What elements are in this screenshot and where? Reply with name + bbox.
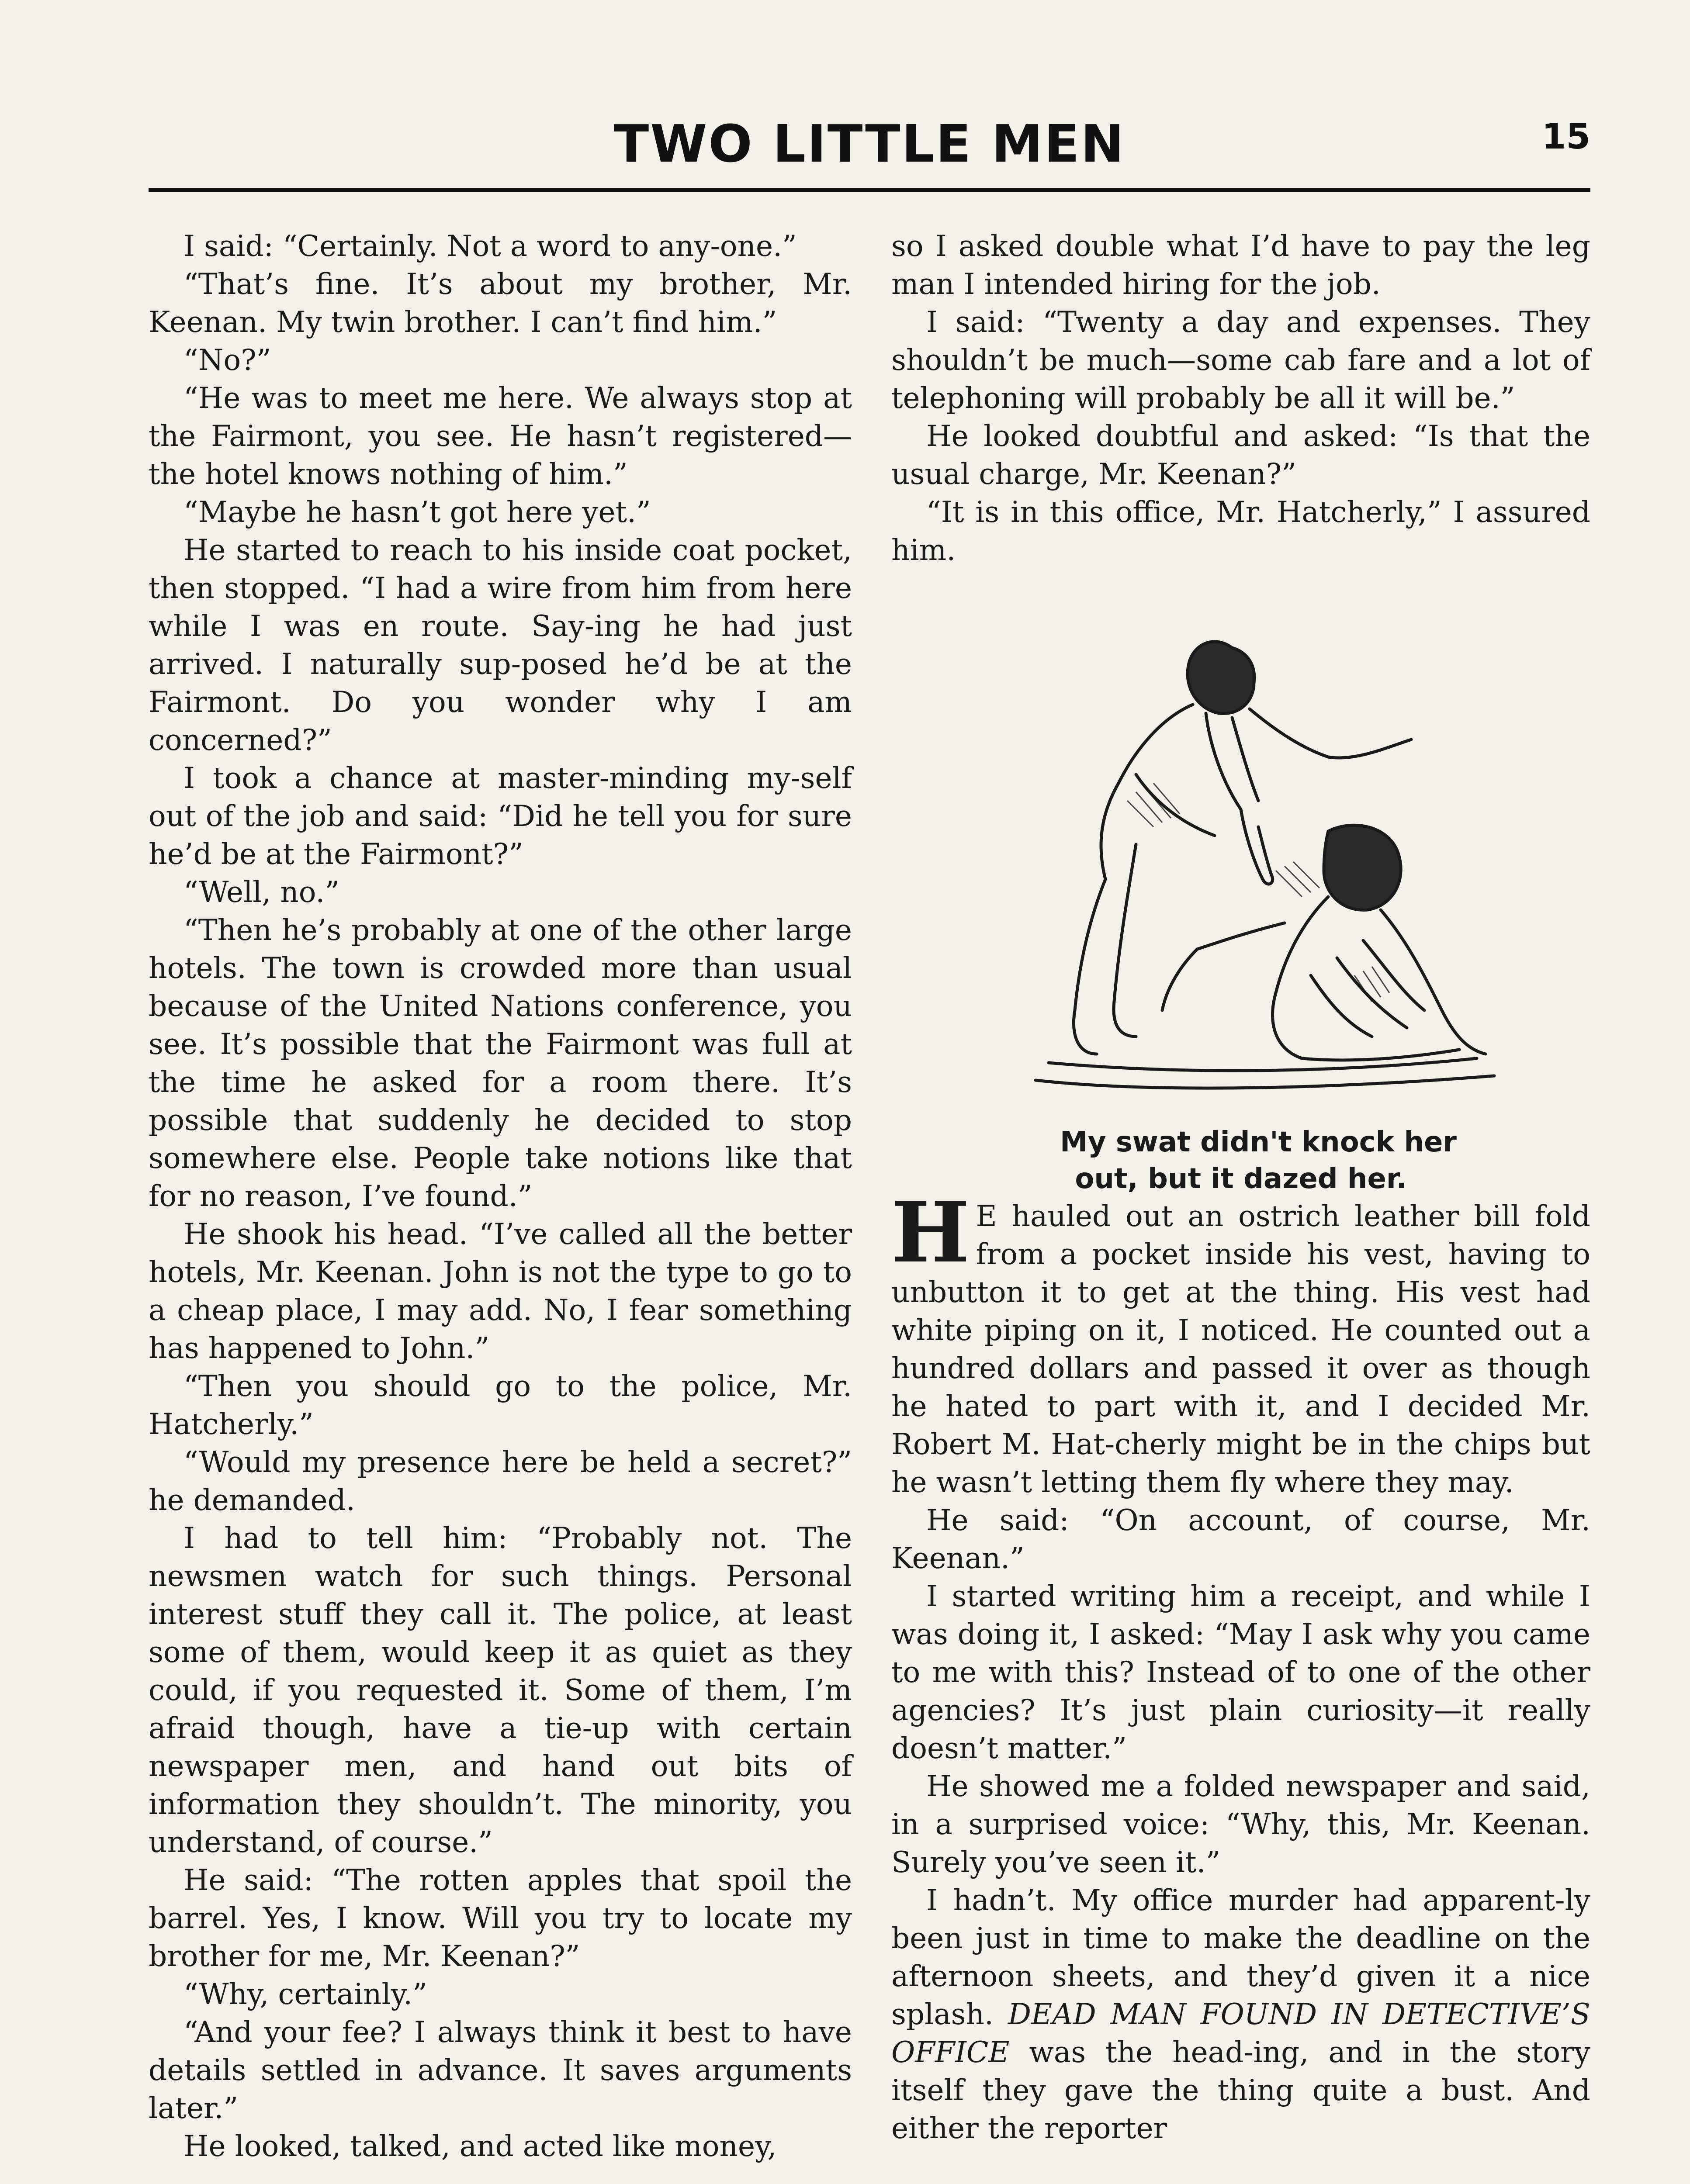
paragraph: “Then you should go to the police, Mr. Hatcherly.”: [149, 1369, 852, 1441]
paragraph: “Then he’s probably at one of the other large hotels. The town is crowded more than usual because of the United Nations conference, you see. It’s possible that the Fairmont was full at the time he asked for a room there. It’s possible that suddenly he decided to stop somewhere else. People take notions like that for no reason, I’ve found.”: [149, 913, 852, 1213]
paragraph: He said: “On account, of course, Mr. Keenan.”: [891, 1503, 1590, 1575]
paragraph: He looked, talked, and acted like money,: [184, 2129, 777, 2163]
paragraph: [891, 1881, 1590, 2147]
paragraph: He started to reach to his inside coat pocket, then stopped. “I had a wire from him from here while I was en route. Say-ing he had just arrived. I naturally sup-posed he’d be at the Fairmont. Do you wonder why I am concerned?”: [149, 533, 852, 757]
paragraph: “Why, certainly.”: [184, 1977, 427, 2011]
paragraph: He looked doubtful and asked: “Is that the usual charge, Mr. Keenan?”: [891, 419, 1590, 491]
paragraph: “It is in this office, Mr. Hatcherly,” I assured him.: [891, 495, 1590, 567]
paragraph: He shook his head. “I’ve called all the better hotels, Mr. Keenan. John is not the type to go to a cheap place, I may add. No, I fear something has happened to John.”: [149, 1217, 852, 1365]
illustration-drawing: [891, 617, 1590, 1106]
page: [149, 105, 1590, 2184]
paragraph: “Maybe he hasn’t got here yet.”: [184, 495, 651, 529]
left-column: [149, 227, 852, 2165]
paragraph: so I asked double what I’d have to pay the leg man I intended hiring for the job.: [891, 229, 1590, 301]
paragraph-text: E hauled out an ostrich leather bill fold from a pocket inside his vest, having to unbutton it to get at the thing. His vest had white piping on it, I noticed. He counted out a hundred dollars and passed it over as though he hated to part with it, and I decided Mr. Robert M. Hat-cherly might be in the chips but he wasn’t letting them fly where they may.: [891, 1199, 1590, 1499]
paragraph: “And your fee? I always think it best to have details settled in advance. It saves arguments later.”: [149, 2015, 852, 2125]
page-header: [149, 105, 1590, 201]
paragraph-text: I hadn’t. My office murder had apparent-ly been just in time to make the deadline on the afternoon sheets, and they’d given it a nice splash.: [891, 1883, 1590, 2031]
paragraph: I took a chance at master-minding my-self out of the job and said: “Did he tell you for sure he’d be at the Fairmont?”: [149, 761, 852, 871]
illustration-caption: [891, 1124, 1590, 1197]
paragraph: I had to tell him: “Probably not. The newsmen watch for such things. Personal interest stuff they call it. The police, at least some of them, would keep it as quiet as they could, if you requested it. Some of them, I’m afraid though, have a tie-up with certain newspaper men, and hand out bits of information they shouldn’t. The minority, you understand, of course.”: [149, 1521, 852, 1859]
illustration: [891, 617, 1590, 1106]
paragraph-with-dropcap: [891, 1184, 1590, 1501]
header-rule: [149, 188, 1590, 192]
caption-line-1: My swat didn't knock her: [1060, 1126, 1457, 1158]
paragraph: “Would my presence here be held a secret?” he demanded.: [149, 1445, 852, 1517]
caption-line-2: out, but it dazed her.: [1075, 1163, 1407, 1195]
paragraph: “No?”: [184, 343, 271, 377]
paragraph: I said: “Twenty a day and expenses. They shouldn’t be much—some cab fare and a lot of telephoning will probably be all it will be.”: [891, 305, 1590, 415]
paragraph: “Well, no.”: [184, 875, 340, 909]
page-title: TWO LITTLE MEN: [613, 114, 1126, 174]
dropcap: H: [891, 1184, 970, 1281]
headline-text: DEAD MAN FOUND IN DETECTIVE’S OFFICE: [891, 1997, 1590, 2069]
paragraph: I started writing him a receipt, and while I was doing it, I asked: “May I ask why you came to me with this? Instead of to one of the other agencies? It’s just plain curiosity—it really doesn’t matter.”: [891, 1579, 1590, 1765]
paragraph: He said: “The rotten apples that spoil the barrel. Yes, I know. Will you try to locate my brother for me, Mr. Keenan?”: [149, 1863, 852, 1973]
paragraph: He showed me a folded newspaper and said, in a surprised voice: “Why, this, Mr. Keenan. Surely you’ve seen it.”: [891, 1769, 1590, 1879]
right-column: [891, 227, 1590, 2147]
page-number: 15: [1541, 116, 1590, 157]
paragraph: “That’s fine. It’s about my brother, Mr. Keenan. My twin brother. I can’t find him.”: [149, 267, 852, 339]
paragraph: I said: “Certainly. Not a word to any-one.”: [184, 229, 797, 263]
paragraph: “He was to meet me here. We always stop at the Fairmont, you see. He hasn’t registered—the hotel knows nothing of him.”: [149, 381, 852, 491]
paragraph-text: was the head-ing, and in the story itself they gave the thing quite a bust. And either the reporter: [891, 2035, 1590, 2145]
